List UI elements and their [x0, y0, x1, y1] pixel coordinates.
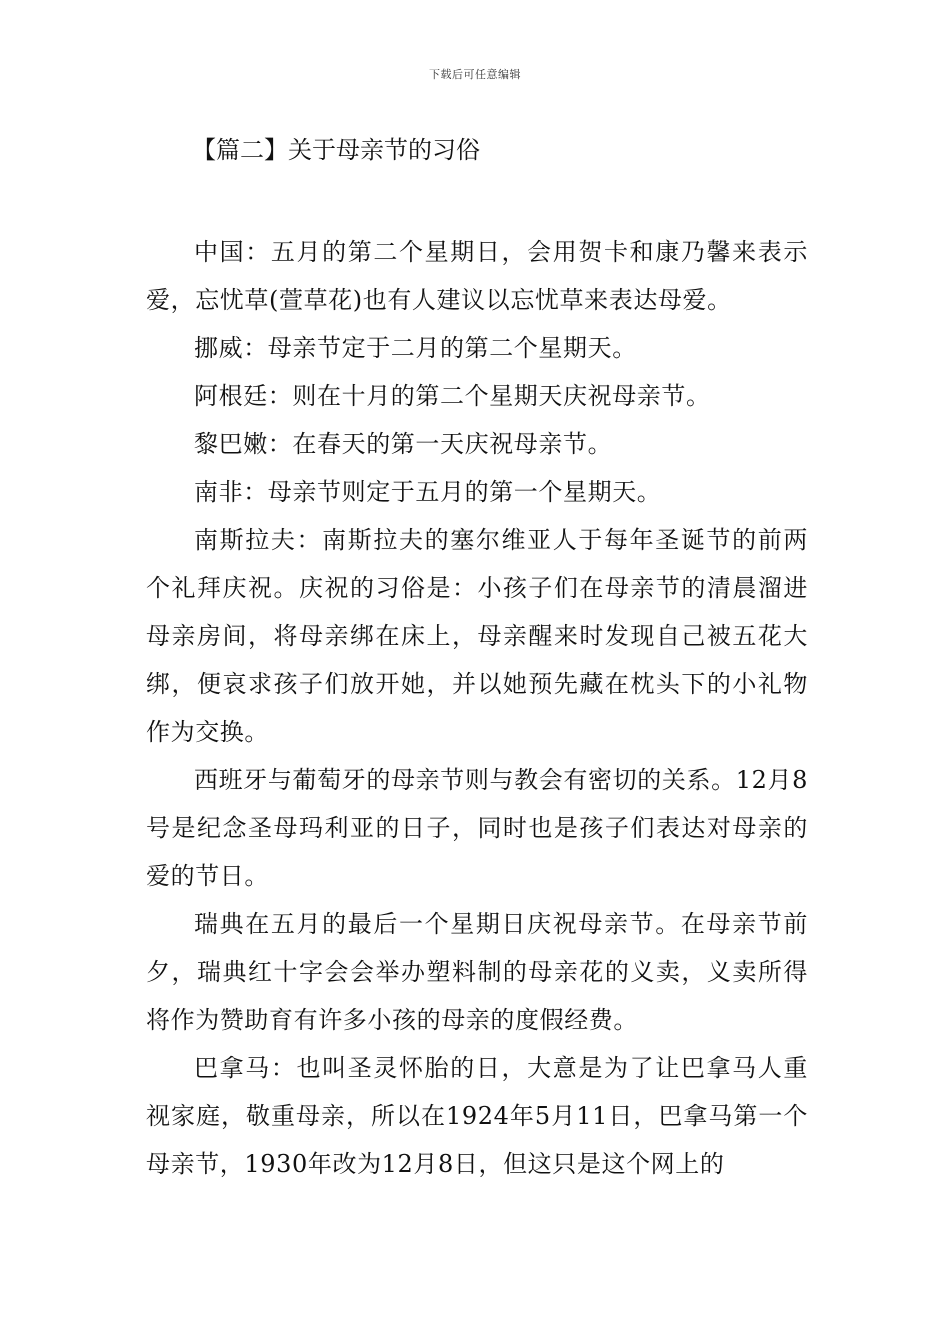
paragraph-norway: 挪威：母亲节定于二月的第二个星期天。 [194, 334, 637, 362]
paragraph-panama: 巴拿马：也叫圣灵怀胎的日，大意是为了让巴拿马人重视家庭，敬重母亲，所以在1924年5月11日，巴拿马第一个母亲节，1930年改为12月8日，但这只是这个网上的 [146, 1054, 808, 1178]
paragraph-spain-portugal: 西班牙与葡萄牙的母亲节则与教会有密切的关系。12月8号是纪念圣母玛利亚的日子，同时也是孩子们表达对母亲的爱的节日。 [146, 766, 808, 890]
paragraph-china: 中国：五月的第二个星期日，会用贺卡和康乃馨来表示爱，忘忧草(萱草花)也有人建议以忘忧草来表达母爱。 [146, 238, 808, 314]
document-body [146, 228, 808, 1188]
paragraph-south-africa: 南非：母亲节则定于五月的第一个星期天。 [194, 478, 662, 506]
paragraph-lebanon: 黎巴嫩：在春天的第一天庆祝母亲节。 [194, 430, 613, 458]
paragraph-argentina: 阿根廷：则在十月的第二个星期天庆祝母亲节。 [194, 382, 711, 410]
section-title: 【篇二】关于母亲节的习俗 [192, 136, 480, 164]
paragraph-sweden: 瑞典在五月的最后一个星期日庆祝母亲节。在母亲节前夕，瑞典红十字会会举办塑料制的母亲花的义卖，义卖所得将作为赞助育有许多小孩的母亲的度假经费。 [146, 910, 808, 1034]
header-note: 下载后可任意编辑 [429, 68, 521, 81]
paragraph-yugoslavia: 南斯拉夫：南斯拉夫的塞尔维亚人于每年圣诞节的前两个礼拜庆祝。庆祝的习俗是：小孩子们在母亲节的清晨溜进母亲房间，将母亲绑在床上，母亲醒来时发现自己被五花大绑，便哀求孩子们放开她，并以她预先藏在枕头下的小礼物作为交换。 [146, 526, 808, 746]
